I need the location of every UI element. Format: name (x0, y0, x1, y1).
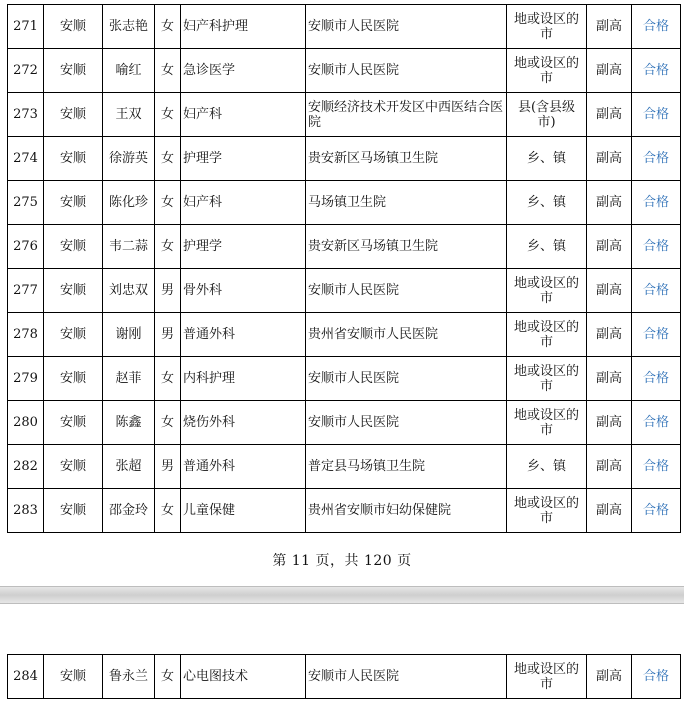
row-number: 283 (8, 489, 44, 533)
title-cell: 副高 (587, 489, 632, 533)
level-cell: 地或设区的市 (507, 313, 587, 357)
row-number: 275 (8, 181, 44, 225)
table-row (8, 5, 681, 49)
name-cell: 陈化珍 (103, 181, 155, 225)
page-separator (0, 586, 684, 604)
workplace-cell: 安顺市人民医院 (306, 401, 507, 445)
city-cell: 安顺 (44, 655, 103, 699)
table-row (8, 181, 681, 225)
level-cell: 乡、镇 (507, 445, 587, 489)
result-link[interactable]: 合格 (632, 445, 681, 489)
level-cell: 地或设区的市 (507, 401, 587, 445)
table-row (8, 137, 681, 181)
table-row (8, 445, 681, 489)
city-cell: 安顺 (44, 181, 103, 225)
workplace-cell: 安顺市人民医院 (306, 357, 507, 401)
table-row (8, 269, 681, 313)
workplace-cell: 安顺市人民医院 (306, 655, 507, 699)
gender-cell: 女 (155, 5, 181, 49)
table-row (8, 401, 681, 445)
workplace-cell: 安顺市人民医院 (306, 49, 507, 93)
gender-cell: 男 (155, 313, 181, 357)
workplace-cell: 贵州省安顺市人民医院 (306, 313, 507, 357)
result-link[interactable]: 合格 (632, 357, 681, 401)
row-number: 279 (8, 357, 44, 401)
page-number-footer: 第 11 页，共 120 页 (272, 553, 412, 569)
city-cell: 安顺 (44, 401, 103, 445)
title-cell: 副高 (587, 655, 632, 699)
result-link[interactable]: 合格 (632, 137, 681, 181)
gender-cell: 女 (155, 93, 181, 137)
result-link[interactable]: 合格 (632, 93, 681, 137)
workplace-cell: 贵安新区马场镇卫生院 (306, 225, 507, 269)
table-body (8, 5, 681, 533)
result-link[interactable]: 合格 (632, 655, 681, 699)
level-cell: 乡、镇 (507, 137, 587, 181)
result-link[interactable]: 合格 (632, 401, 681, 445)
specialty-cell: 妇产科护理 (181, 5, 306, 49)
result-link[interactable]: 合格 (632, 225, 681, 269)
row-number: 273 (8, 93, 44, 137)
result-link[interactable]: 合格 (632, 313, 681, 357)
name-cell: 喻红 (103, 49, 155, 93)
level-cell: 乡、镇 (507, 225, 587, 269)
name-cell: 张超 (103, 445, 155, 489)
gender-cell: 女 (155, 225, 181, 269)
row-number: 272 (8, 49, 44, 93)
name-cell: 谢刚 (103, 313, 155, 357)
level-cell: 地或设区的市 (507, 49, 587, 93)
workplace-cell: 安顺市人民医院 (306, 269, 507, 313)
gender-cell: 女 (155, 137, 181, 181)
workplace-cell: 普定县马场镇卫生院 (306, 445, 507, 489)
title-cell: 副高 (587, 5, 632, 49)
level-cell: 地或设区的市 (507, 489, 587, 533)
workplace-cell: 安顺经济技术开发区中西医结合医院 (306, 93, 507, 137)
name-cell: 刘忠双 (103, 269, 155, 313)
name-cell: 鲁永兰 (103, 655, 155, 699)
specialty-cell: 普通外科 (181, 313, 306, 357)
row-number: 284 (8, 655, 44, 699)
level-cell: 地或设区的市 (507, 357, 587, 401)
city-cell: 安顺 (44, 137, 103, 181)
result-link[interactable]: 合格 (632, 49, 681, 93)
title-cell: 副高 (587, 401, 632, 445)
city-cell: 安顺 (44, 49, 103, 93)
name-cell: 韦二蒜 (103, 225, 155, 269)
gender-cell: 男 (155, 445, 181, 489)
specialty-cell: 护理学 (181, 225, 306, 269)
gender-cell: 女 (155, 49, 181, 93)
table-row (8, 93, 681, 137)
gender-cell: 女 (155, 489, 181, 533)
gender-cell: 男 (155, 269, 181, 313)
results-table-page-12 (7, 654, 681, 699)
city-cell: 安顺 (44, 313, 103, 357)
row-number: 277 (8, 269, 44, 313)
name-cell: 赵菲 (103, 357, 155, 401)
level-cell: 地或设区的市 (507, 655, 587, 699)
title-cell: 副高 (587, 313, 632, 357)
title-cell: 副高 (587, 181, 632, 225)
result-link[interactable]: 合格 (632, 269, 681, 313)
table-row (8, 357, 681, 401)
row-number: 280 (8, 401, 44, 445)
gender-cell: 女 (155, 655, 181, 699)
city-cell: 安顺 (44, 445, 103, 489)
name-cell: 徐游英 (103, 137, 155, 181)
city-cell: 安顺 (44, 5, 103, 49)
table-body (8, 655, 681, 699)
name-cell: 张志艳 (103, 5, 155, 49)
level-cell: 乡、镇 (507, 181, 587, 225)
name-cell: 邵金玲 (103, 489, 155, 533)
workplace-cell: 贵州省安顺市妇幼保健院 (306, 489, 507, 533)
table-row (8, 225, 681, 269)
result-link[interactable]: 合格 (632, 489, 681, 533)
city-cell: 安顺 (44, 225, 103, 269)
specialty-cell: 儿童保健 (181, 489, 306, 533)
specialty-cell: 内科护理 (181, 357, 306, 401)
specialty-cell: 心电图技术 (181, 655, 306, 699)
row-number: 282 (8, 445, 44, 489)
table-row (8, 313, 681, 357)
gender-cell: 女 (155, 357, 181, 401)
workplace-cell: 贵安新区马场镇卫生院 (306, 137, 507, 181)
title-cell: 副高 (587, 93, 632, 137)
row-number: 276 (8, 225, 44, 269)
result-link[interactable]: 合格 (632, 5, 681, 49)
specialty-cell: 烧伤外科 (181, 401, 306, 445)
title-cell: 副高 (587, 225, 632, 269)
specialty-cell: 护理学 (181, 137, 306, 181)
gender-cell: 女 (155, 401, 181, 445)
result-link[interactable]: 合格 (632, 181, 681, 225)
title-cell: 副高 (587, 137, 632, 181)
city-cell: 安顺 (44, 489, 103, 533)
specialty-cell: 妇产科 (181, 181, 306, 225)
city-cell: 安顺 (44, 357, 103, 401)
row-number: 274 (8, 137, 44, 181)
title-cell: 副高 (587, 445, 632, 489)
level-cell: 地或设区的市 (507, 5, 587, 49)
city-cell: 安顺 (44, 269, 103, 313)
gender-cell: 女 (155, 181, 181, 225)
title-cell: 副高 (587, 269, 632, 313)
workplace-cell: 安顺市人民医院 (306, 5, 507, 49)
row-number: 278 (8, 313, 44, 357)
level-cell: 地或设区的市 (507, 269, 587, 313)
title-cell: 副高 (587, 357, 632, 401)
specialty-cell: 妇产科 (181, 93, 306, 137)
row-number: 271 (8, 5, 44, 49)
table-row (8, 49, 681, 93)
name-cell: 王双 (103, 93, 155, 137)
name-cell: 陈鑫 (103, 401, 155, 445)
results-table-page-11 (7, 4, 681, 533)
specialty-cell: 普通外科 (181, 445, 306, 489)
table-row (8, 655, 681, 699)
level-cell: 县(含县级市) (507, 93, 587, 137)
specialty-cell: 急诊医学 (181, 49, 306, 93)
table-row (8, 489, 681, 533)
title-cell: 副高 (587, 49, 632, 93)
specialty-cell: 骨外科 (181, 269, 306, 313)
workplace-cell: 马场镇卫生院 (306, 181, 507, 225)
city-cell: 安顺 (44, 93, 103, 137)
